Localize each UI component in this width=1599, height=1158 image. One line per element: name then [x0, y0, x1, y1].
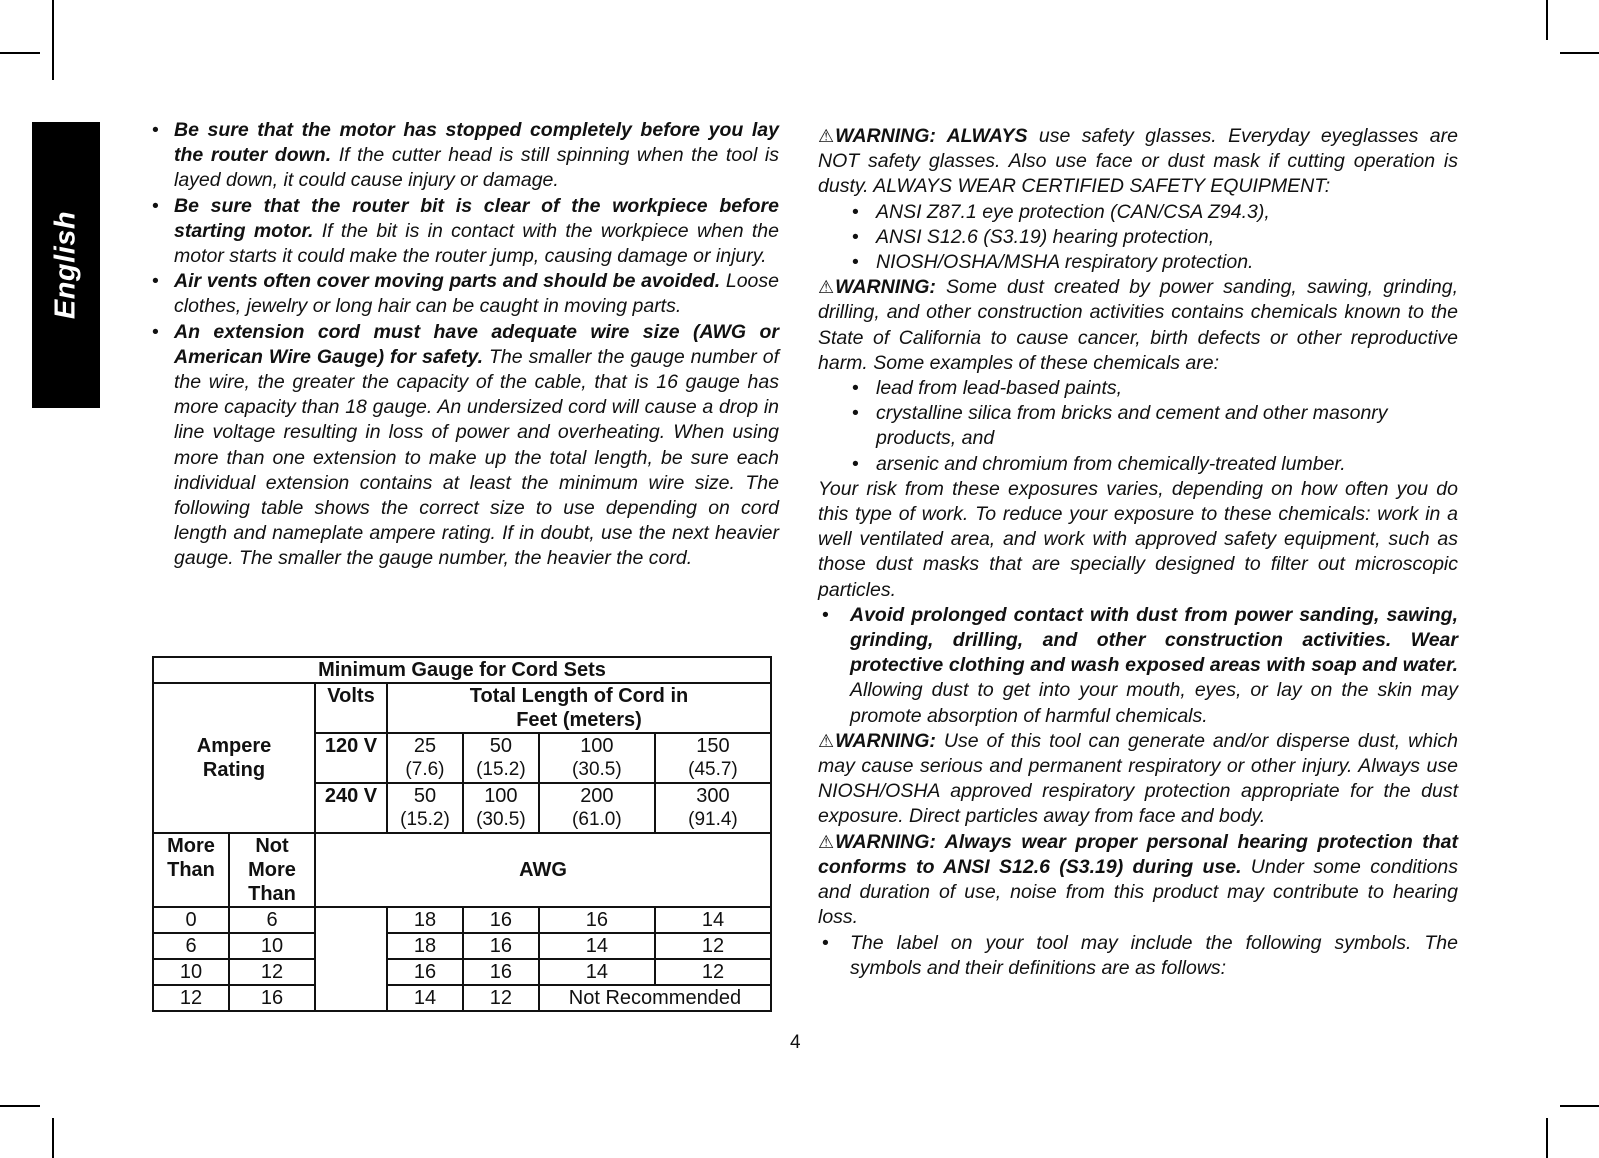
crop-mark: [1546, 1118, 1548, 1158]
crop-mark: [1546, 0, 1548, 40]
list-item: • An extension cord must have adequate wire size (AWG or American Wire Gauge) for safety. The smaller the gauge number of the wire, the greater the capacity of the cable, that is 16 gauge has more capacity than 18 gauge. An undersized cord will cause a drop in line voltage resulting in loss of power and overheating. When using more than one extension to make up the total length, be sure each individual extension contains at least the minimum wire size. The following table shows the correct size to use depending on cord length and nameplate ampere rating. If in doubt, use the next heavier gauge. The smaller the gauge number, the heavier the cord.: [152, 320, 779, 572]
warning-hearing: ⚠WARNING: Always wear proper personal hearing protection that conforms to ANSI S12.6 (S3.19) during use. Under some conditions and duration of use, noise from this product may contribute to hearing loss.: [818, 830, 1459, 929]
ampere-rating-header: Ampere Rating: [153, 683, 315, 833]
warning-dust: ⚠WARNING: Use of this tool can generate and/or disperse dust, which may cause serious and permanent respiratory or other injury. Always use NIOSH/OSHA approved respiratory protection appropriate for the dust exposure. Direct particles away from face and body.: [818, 729, 1458, 828]
risk-paragraph: Your risk from these exposures varies, depending on how often you do this type of work. To reduce your exposure to these chemicals: work in a well ventilated area, and work with approved safety equipment, such as those dust masks that are specially designed to filter out microscopic particles.: [818, 477, 1458, 601]
table-title: Minimum Gauge for Cord Sets: [153, 657, 771, 683]
table-cell: 50 (15.2): [387, 783, 463, 833]
right-column: [818, 124, 1458, 981]
language-tab-label: English: [49, 210, 82, 320]
not-recommended-cell: Not Recommended: [539, 985, 771, 1011]
crop-mark: [1560, 1105, 1599, 1107]
crop-mark: [1560, 52, 1599, 54]
list-item: • ANSI Z87.1 eye protection (CAN/CSA Z94.3),: [852, 200, 1458, 225]
crop-mark: [0, 1105, 40, 1107]
volts-120: 120 V: [315, 733, 387, 783]
avoid-list: [818, 603, 1458, 729]
symbols-list: [818, 931, 1458, 981]
awg-header: AWG: [315, 833, 771, 907]
length-header: Total Length of Cord in Feet (meters): [387, 683, 771, 733]
warning-triangle-icon: ⚠: [818, 277, 835, 298]
table-row: 10 12 16 16 14 12: [153, 959, 771, 985]
list-item: • ANSI S12.6 (S3.19) hearing protection,: [852, 225, 1458, 250]
more-than-header: More Than: [153, 833, 229, 907]
table-cell: 300 (91.4): [655, 783, 771, 833]
volts-header: Volts: [315, 683, 387, 733]
list-item: • NIOSH/OSHA/MSHA respiratory protection.: [852, 250, 1458, 275]
page-number: 4: [790, 1032, 801, 1053]
chemicals-list: [818, 376, 1458, 477]
list-item: • The label on your tool may include the following symbols. The symbols and their definitions are as follows:: [818, 931, 1458, 981]
crop-mark: [52, 1118, 54, 1158]
warning-triangle-icon: ⚠: [818, 126, 835, 146]
list-item: • Be sure that the motor has stopped completely before you lay the router down. If the cutter head is still spinning when the tool is layed down, it could cause injury or damage.: [152, 118, 779, 194]
list-item: • arsenic and chromium from chemically-treated lumber.: [852, 452, 1458, 477]
volts-240: 240 V: [315, 783, 387, 833]
list-item: • lead from lead-based paints,: [852, 376, 1458, 401]
warning-safety-glasses: ⚠WARNING: ALWAYS use safety glasses. Everyday eyeglasses are NOT safety glasses. Also use face or dust mask if cutting operation is dusty. ALWAYS WEAR CERTIFIED SAFETY EQUIPMENT:: [818, 125, 1458, 198]
table-cell: 100 (30.5): [463, 783, 539, 833]
warning-chemicals: ⚠WARNING: Some dust created by power sanding, sawing, grinding, drilling, and other construction activities contains chemicals known to the State of California to cause cancer, birth defects or other reproductive harm. Some examples of these chemicals are:: [818, 276, 1458, 374]
blank-cell: [315, 907, 387, 1011]
equipment-list: [818, 200, 1458, 276]
list-item: • Air vents often cover moving parts and should be avoided. Loose clothes, jewelry or long hair can be caught in moving parts.: [152, 269, 779, 319]
crop-mark: [0, 52, 40, 54]
table-cell: 50 (15.2): [463, 733, 539, 783]
cord-gauge-table: [152, 656, 772, 1012]
table-row: 0 6 18 16 16 14: [153, 907, 771, 933]
warning-triangle-icon: ⚠: [818, 730, 835, 751]
warning-triangle-icon: ⚠: [818, 831, 835, 852]
table-cell: 150 (45.7): [655, 733, 771, 783]
not-more-than-header: Not More Than: [229, 833, 315, 907]
list-item: • crystalline silica from bricks and cement and other masonry products, and: [852, 401, 1458, 451]
table-cell: 200 (61.0): [539, 783, 655, 833]
left-column: [152, 118, 779, 572]
table-row: 12 16 14 12 Not Recommended: [153, 985, 771, 1011]
crop-mark: [52, 0, 54, 80]
table-cell: 100 (30.5): [539, 733, 655, 783]
list-item: • Avoid prolonged contact with dust from power sanding, sawing, grinding, drilling, and other construction activities. Wear protective clothing and wash exposed areas with soap and water. Allowing dust to get into your mouth, eyes, or lay on the skin may promote absorption of harmful chemicals.: [818, 603, 1458, 729]
table-cell: 25 (7.6): [387, 733, 463, 783]
table-row: 6 10 18 16 14 12: [153, 933, 771, 959]
list-item: • Be sure that the router bit is clear of the workpiece before starting motor. If the bit is in contact with the workpiece when the motor starts it could make the router jump, causing damage or injury.: [152, 194, 779, 270]
